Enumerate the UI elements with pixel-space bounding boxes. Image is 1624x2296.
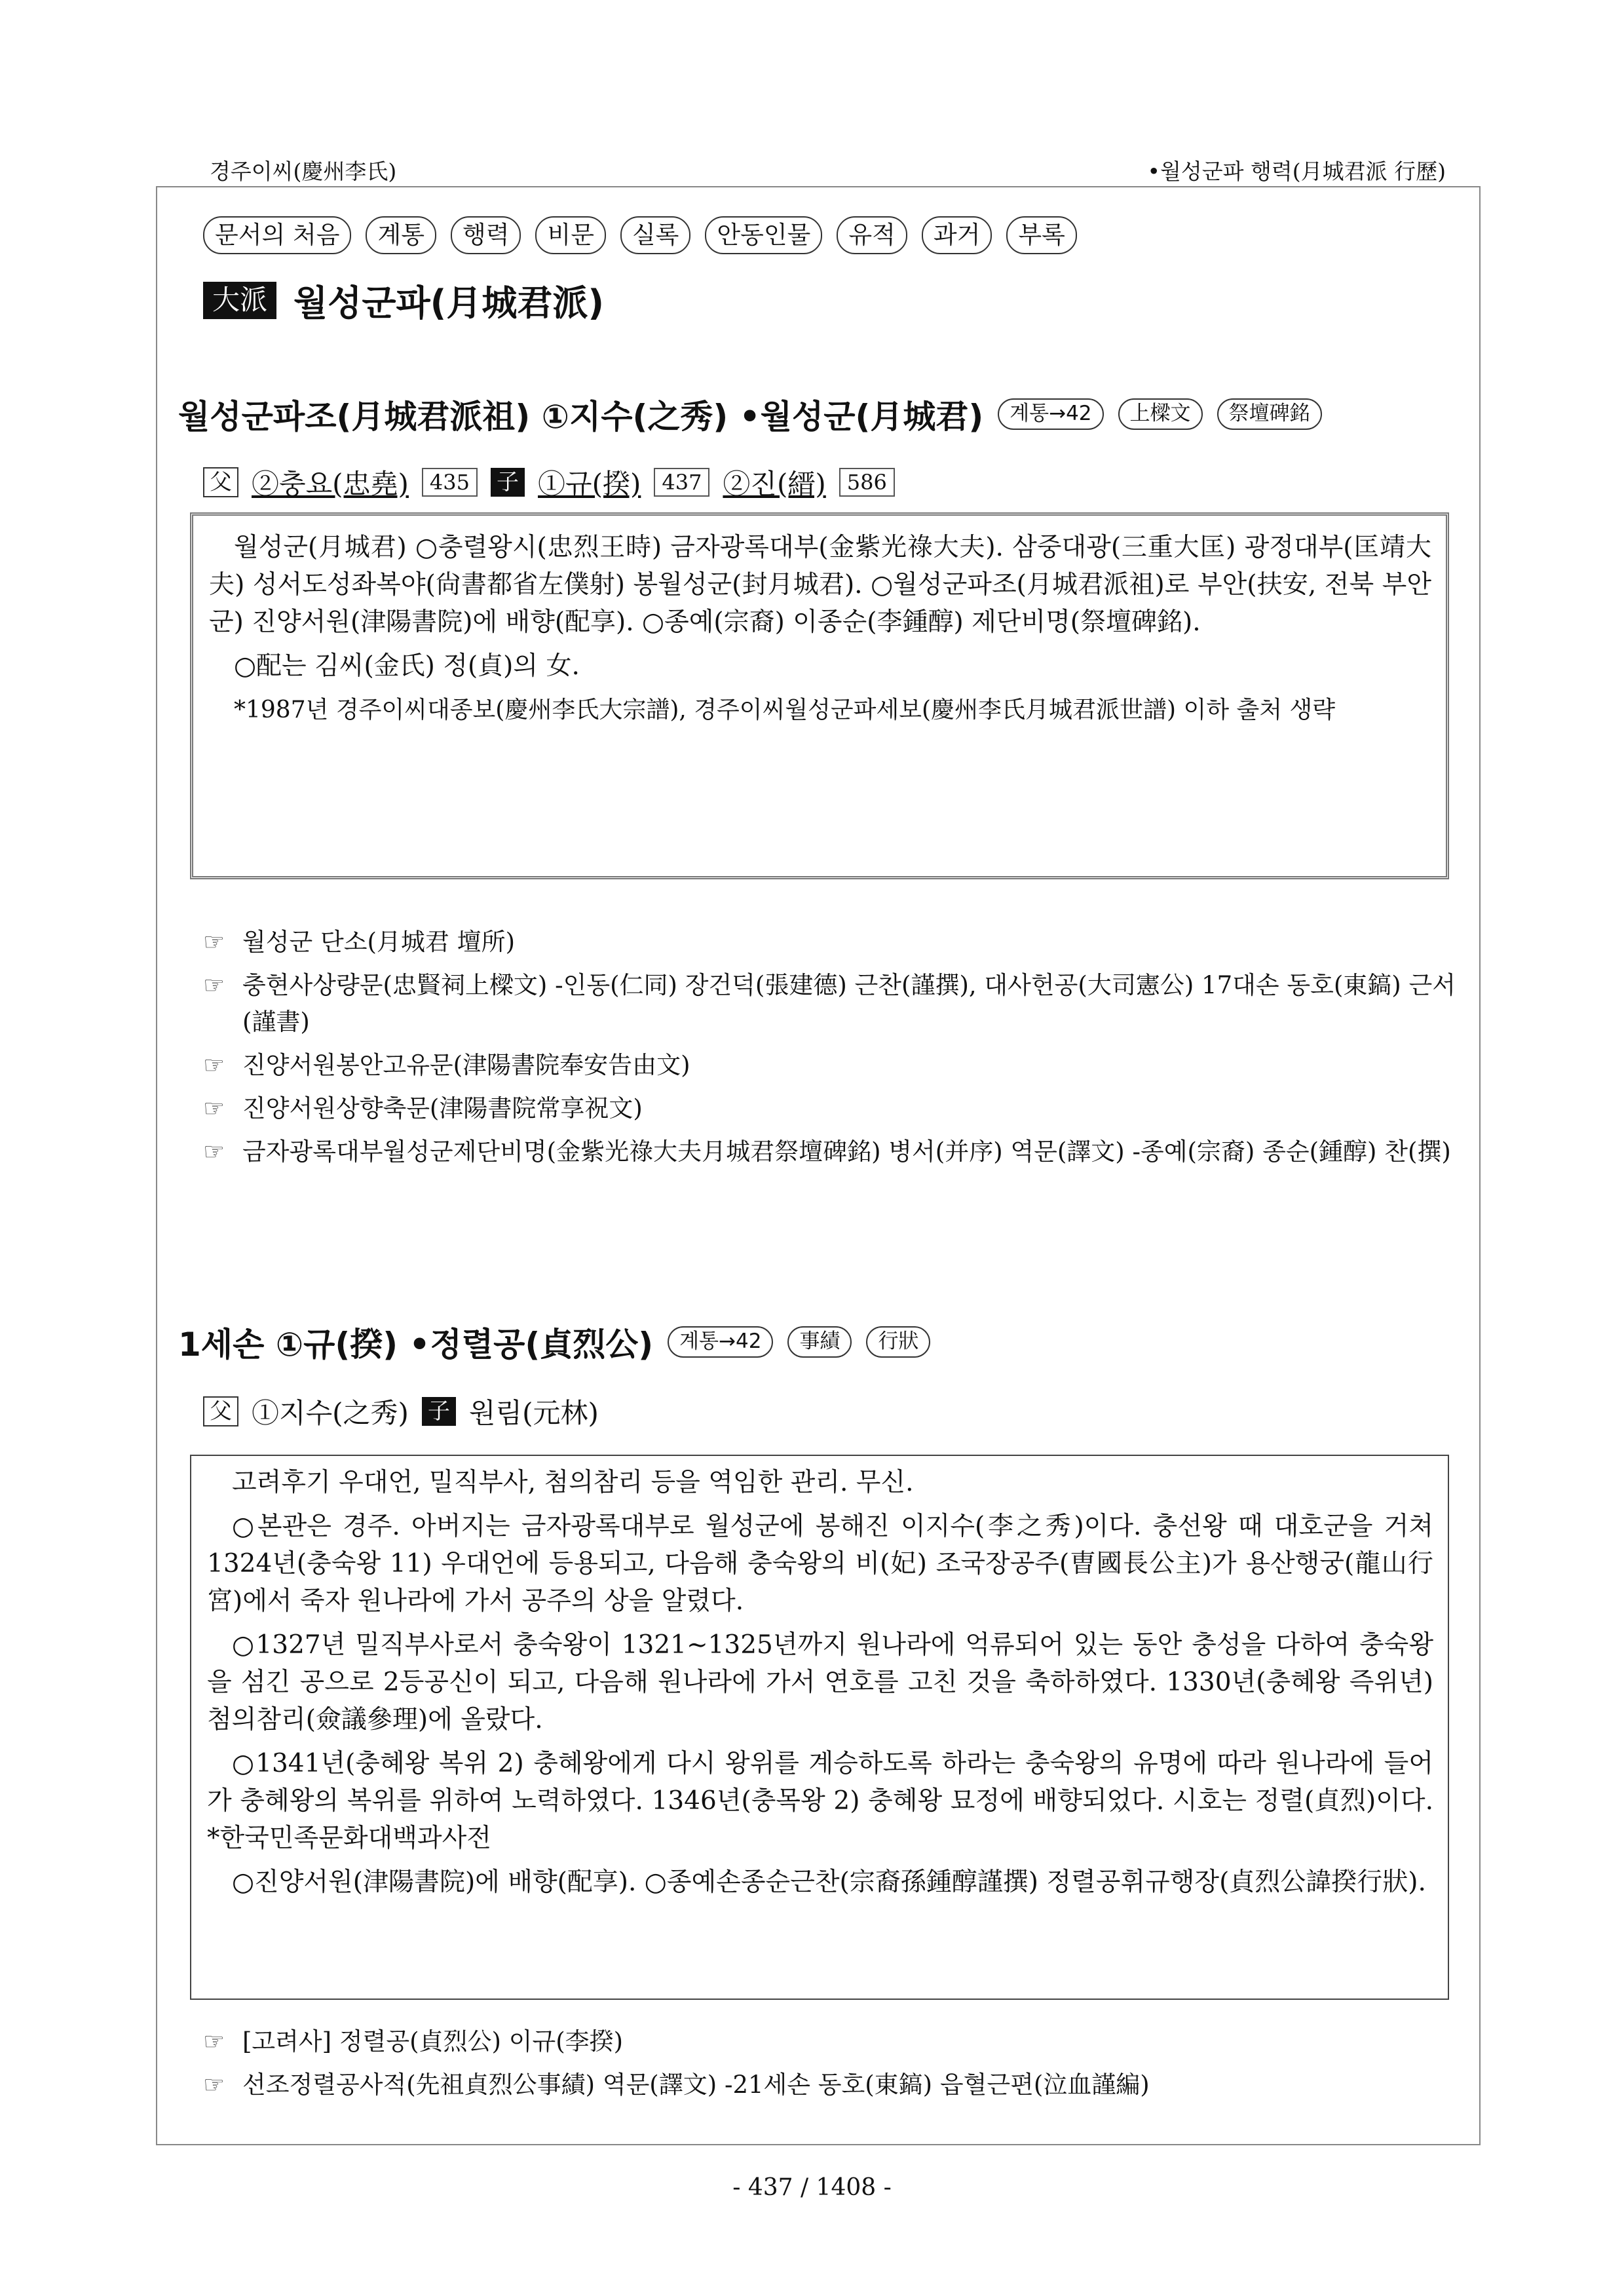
nav-start[interactable]: 문서의 처음 <box>203 216 351 254</box>
bio-paragraph: 월성군(月城君) ○충렬왕시(忠烈王時) 금자광록대부(金紫光祿大夫). 삼중대광(三重大匡) 광정대부(匡靖大夫) 성서도성좌복야(尙書都省左僕射) 봉월성군(封月城君). ○월성군파조(月城君派祖)로 부안(扶安, 전북 부안군) 진양서원(津陽書院)에 배향(配享). ○종예(宗裔) 이종순(李鍾醇) 제단비명(祭壇碑銘). <box>209 533 1431 637</box>
pointing-hand-icon: ☞ <box>203 971 225 999</box>
pointing-hand-icon: ☞ <box>203 2071 225 2099</box>
father-tag: 父 <box>203 467 238 498</box>
son-tag: 子 <box>422 1397 456 1426</box>
pointing-hand-icon: ☞ <box>203 928 225 956</box>
reference-item[interactable]: ☞ 충현사상량문(忠賢祠上樑文) -인동(仁同) 장건덕(張建德) 근찬(謹撰), 대사헌공(大司憲公) 17대손 동호(東鎬) 근서(謹書) <box>203 967 1474 1041</box>
person1-bio-box <box>190 512 1449 879</box>
bio-paragraph: ○配는 김씨(金氏) 정(貞)의 女. <box>234 651 580 681</box>
sangryangmun-badge[interactable]: 上樑文 <box>1118 398 1203 429</box>
section-heading: 월성군파(月城君派) <box>293 282 605 324</box>
person2-references <box>203 2023 1474 2110</box>
jedanbimyeong-badge[interactable]: 祭壇碑銘 <box>1217 398 1322 429</box>
father-tag: 父 <box>203 1396 238 1427</box>
father-link[interactable]: ②충요(忠堯) <box>252 468 409 500</box>
nav-appendix[interactable]: 부록 <box>1006 216 1076 254</box>
person2-heading-row <box>178 1318 930 1366</box>
son1-link[interactable]: ①규(揆) <box>538 468 641 500</box>
bio-paragraph: ○1341년(충혜왕 복위 2) 충혜왕에게 다시 왕위를 계승하도록 하라는 충숙왕의 유명에 따라 원나라에 들어가 충혜왕의 복위를 위하여 노력하였다. 1346년(충목왕 2) 충혜왕 묘정에 배향되었다. 시호는 정렬(貞烈)이다. *한국민족문화대백과사전 <box>207 1749 1433 1853</box>
person1-references <box>203 924 1474 1177</box>
reference-item[interactable]: ☞ [고려사] 정렬공(貞烈公) 이규(李揆) <box>203 2023 1474 2060</box>
nav-annals[interactable]: 실록 <box>620 216 690 254</box>
reference-item[interactable]: ☞ 금자광록대부월성군제단비명(金紫光祿大夫月城君祭壇碑銘) 병서(并序) 역문(譯文) -종예(宗裔) 종순(鍾醇) 찬(撰) <box>203 1134 1474 1170</box>
bio-source-note: *1987년 경주이씨대종보(慶州李氏大宗譜), 경주이씨월성군파세보(慶州李氏月城君派世譜) 이하 출처 생략 <box>234 697 1336 723</box>
bio-paragraph: 고려후기 우대언, 밀직부사, 첨의참리 등을 역임한 관리. 무신. <box>232 1468 914 1497</box>
nav-lineage[interactable]: 계통 <box>366 216 436 254</box>
person2-bio-box <box>190 1455 1449 2000</box>
person1-heading: 월성군파조(月城君派祖) ①지수(之秀) •월성군(月城君) <box>178 398 984 436</box>
pointing-hand-icon: ☞ <box>203 1094 225 1122</box>
bio-paragraph: ○진양서원(津陽書院)에 배향(配享). ○종예손종순근찬(宗裔孫鍾醇謹撰) 정렬공휘규행장(貞烈公諱揆行狀). <box>232 1867 1426 1897</box>
father-page-link[interactable]: 435 <box>422 468 478 497</box>
reference-item[interactable]: ☞ 진양서원봉안고유문(津陽書院奉安告由文) <box>203 1047 1474 1084</box>
nav-bar <box>203 216 1077 254</box>
pointing-hand-icon: ☞ <box>203 1138 225 1166</box>
bio-paragraph: ○1327년 밀직부사로서 충숙왕이 1321∼1325년까지 원나라에 억류되어 있는 동안 충성을 다하여 충숙왕을 섬긴 공으로 2등공신이 되고, 다음해 원나라에 가서 연호를 고친 것을 축하하였다. 1330년(충혜왕 즉위년) 첨의참리(僉議參理)에 올랐다. <box>207 1630 1433 1734</box>
son2-link[interactable]: ②진(縉) <box>723 468 826 500</box>
section-title <box>203 275 604 326</box>
reference-item[interactable]: ☞ 선조정렬공사적(先祖貞烈公事績) 역문(譯文) -21세손 동호(東鎬) 읍혈근편(泣血謹編) <box>203 2067 1474 2103</box>
son1-page-link[interactable]: 437 <box>654 468 709 497</box>
person2-heading: 1세손 ①규(揆) •정렬공(貞烈公) <box>178 1326 654 1364</box>
pointing-hand-icon: ☞ <box>203 1051 225 1079</box>
lineage-badge[interactable]: 계통→42 <box>998 398 1103 429</box>
bio-paragraph: ○본관은 경주. 아버지는 금자광록대부로 월성군에 봉해진 이지수(李之秀)이다. 충선왕 때 대호군을 거쳐 1324년(충숙왕 11) 우대언에 등용되고, 다음해 충숙왕의 비(妃) 조국장공주(曺國長公主)가 용산행궁(龍山行宮)에서 죽자 원나라에 가서 공주의 상을 알렸다. <box>207 1512 1433 1616</box>
father-name[interactable]: ①지수(之秀) <box>252 1397 409 1429</box>
nav-andong-people[interactable]: 안동인물 <box>705 216 822 254</box>
person2-relations <box>203 1392 599 1431</box>
son2-page-link[interactable]: 586 <box>839 468 895 497</box>
nav-epitaph[interactable]: 비문 <box>535 216 605 254</box>
page-number: - 437 / 1408 - <box>732 2174 892 2201</box>
haengjang-badge[interactable]: 行狀 <box>866 1326 930 1357</box>
nav-career[interactable]: 행력 <box>451 216 521 254</box>
achievements-badge[interactable]: 事績 <box>787 1326 852 1357</box>
header-right: •월성군파 행력(月城君派 行歷) <box>1147 159 1446 184</box>
section-tag: 大派 <box>203 282 276 318</box>
person1-heading-row <box>178 391 1322 438</box>
person1-relations <box>203 463 895 502</box>
reference-item[interactable]: ☞ 진양서원상향축문(津陽書院常享祝文) <box>203 1090 1474 1127</box>
header-left: 경주이씨(慶州李氏) <box>210 159 397 184</box>
pointing-hand-icon: ☞ <box>203 2027 225 2056</box>
reference-item[interactable]: ☞ 월성군 단소(月城君 壇所) <box>203 924 1474 961</box>
son-tag: 子 <box>491 468 525 497</box>
lineage-badge[interactable]: 계통→42 <box>668 1326 773 1357</box>
nav-exam[interactable]: 과거 <box>922 216 992 254</box>
son-name[interactable]: 원림(元林) <box>468 1397 599 1429</box>
nav-relics[interactable]: 유적 <box>837 216 907 254</box>
